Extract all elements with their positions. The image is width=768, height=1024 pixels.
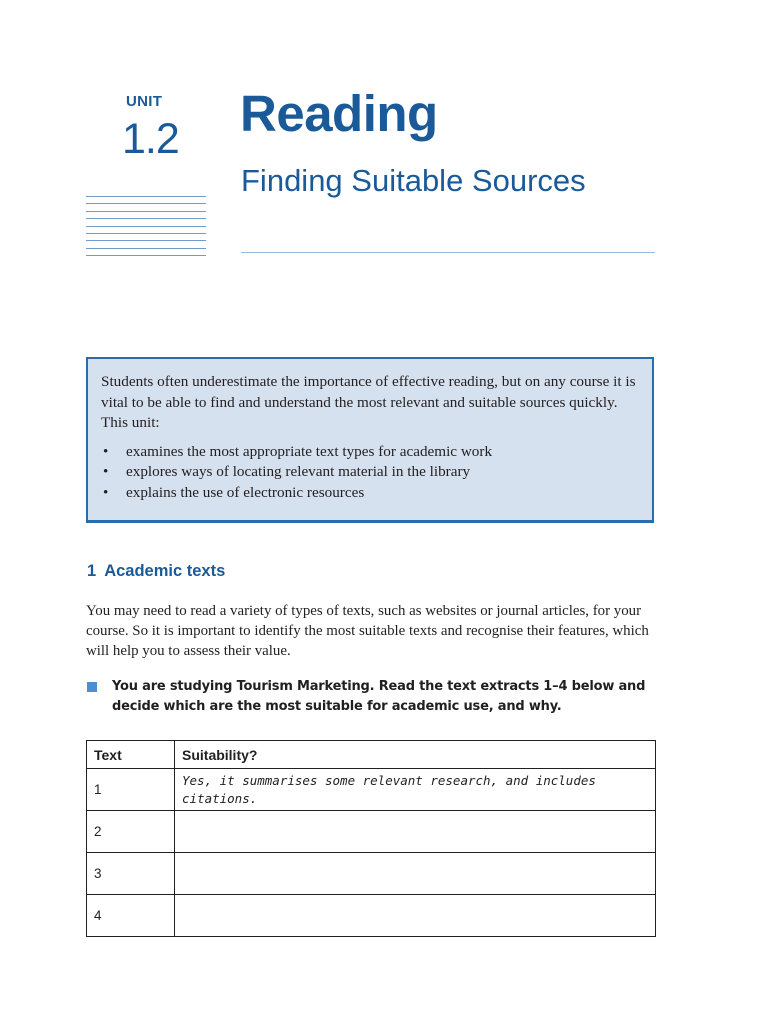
table-row [87,853,656,895]
intro-text: Students often underestimate the importance of effective reading, but on any course it is vital to be able to find and understand the most relevant and suitable sources quickly. This unit: [101,373,636,431]
task-text: You are studying Tourism Marketing. Read the text extracts 1–4 below and decide which are the most suitable for academic use, and why. [112,679,646,714]
table-row [87,811,656,853]
table-row [87,769,656,811]
table-row [87,895,656,937]
body-paragraph: You may need to read a variety of types of texts, such as websites or journal articles, for your course. So it is important to identify the most suitable texts and recognise their features, which will help you to assess their value. [86,603,649,659]
title-divider [241,252,655,253]
header-text: Text [87,741,175,769]
suitability-cell[interactable] [175,769,656,811]
table-header-row [87,741,656,769]
unit-decorative-rules [86,196,206,263]
task-square-icon [87,682,97,692]
section-title: Academic texts [104,562,226,580]
page-title: Reading [240,85,438,142]
section-heading [87,562,225,581]
suitability-cell[interactable] [175,895,656,937]
unit-label: UNIT [126,93,163,110]
intro-bullet: • explores ways of locating relevant material in the library [101,462,640,483]
intro-box [86,357,654,523]
header-suitability: Suitability? [175,741,656,769]
suitability-cell[interactable] [175,811,656,853]
text-number-cell: 1 [87,769,175,811]
intro-bullet: • examines the most appropriate text types for academic work [101,442,640,463]
text-number-cell: 2 [87,811,175,853]
text-number-cell: 3 [87,853,175,895]
intro-bullet-list [101,442,640,504]
suitability-cell[interactable] [175,853,656,895]
text-number-cell: 4 [87,895,175,937]
task-instruction [87,677,657,717]
page-subtitle: Finding Suitable Sources [241,163,586,198]
section-number: 1 [87,562,97,580]
intro-bullet: • explains the use of electronic resources [101,483,640,504]
unit-number: 1.2 [122,115,179,163]
suitability-table [86,740,656,937]
handwritten-answer: Yes, it summarises some relevant research, and includes citations. [182,772,596,806]
